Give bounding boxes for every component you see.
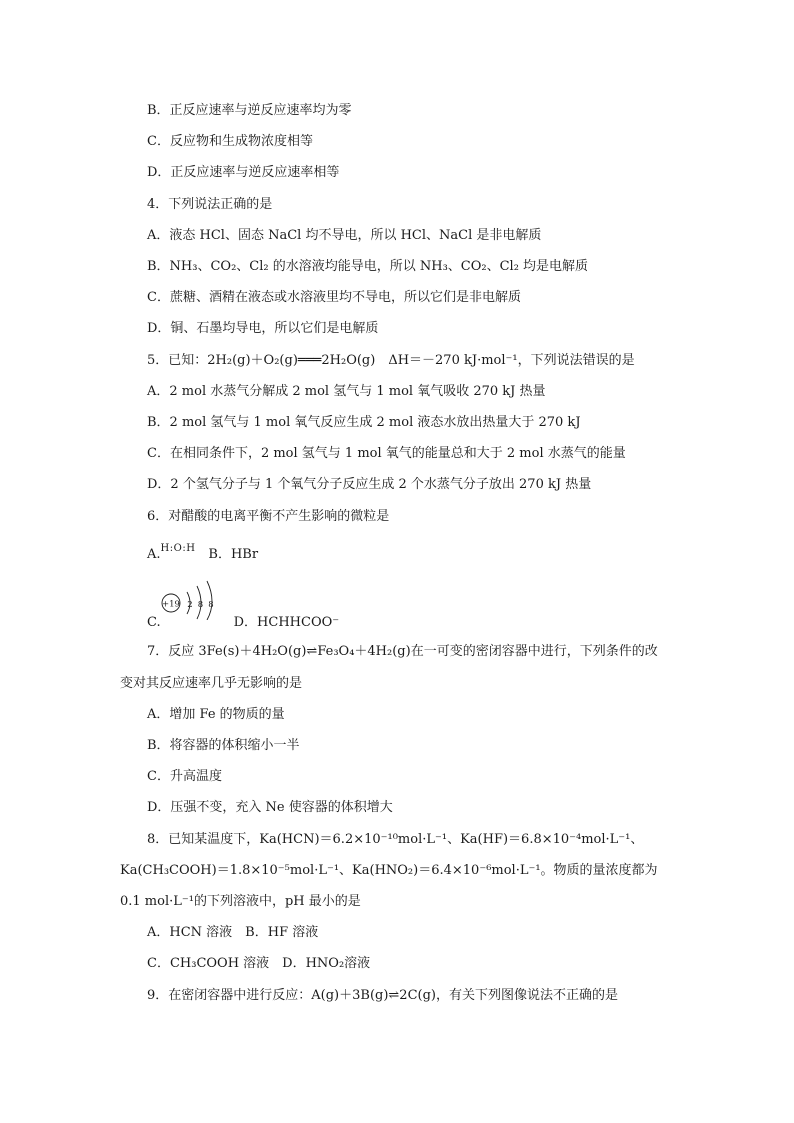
q9-stem: 9．在密闭容器中进行反应：A(g)＋3B(g)⇌2C(g)，有关下列图像说法不正确的是 bbox=[147, 988, 618, 1003]
q7-option-a: A．增加 Fe 的物质的量 bbox=[147, 707, 285, 722]
q7-stem-line1: 7．反应 3Fe(s)＋4H₂O(g)⇌Fe₃O₄＋4H₂(g)在一可变的密闭容器中进行，下列条件的改 bbox=[147, 644, 658, 659]
q8-stem-line1: 8．已知某温度下，Ka(HCN)＝6.2×10⁻¹⁰mol·L⁻¹、Ka(HF)＝6.8×10⁻⁴mol·L⁻¹、 bbox=[147, 832, 644, 847]
q3-option-b: B．正反应速率与逆反应速率均为零 bbox=[147, 103, 352, 118]
q6-option-b: B．HBr bbox=[195, 547, 259, 562]
q4-stem: 4．下列说法正确的是 bbox=[147, 197, 273, 212]
q5-option-b: B．2 mol 氢气与 1 mol 氧气反应生成 2 mol 液态水放出热量大于 270 kJ bbox=[147, 415, 581, 430]
q7-option-d: D．压强不变，充入 Ne 使容器的体积增大 bbox=[147, 800, 393, 815]
q7-option-b: B．将容器的体积缩小一半 bbox=[147, 738, 300, 753]
q6-stem: 6．对醋酸的电离平衡不产生影响的微粒是 bbox=[147, 509, 390, 524]
q4-option-d: D．铜、石墨均导电，所以它们是电解质 bbox=[147, 321, 379, 336]
q5-option-d: D．2 个氢气分子与 1 个氧气分子反应生成 2 个水蒸气分子放出 270 kJ 热量 bbox=[147, 477, 592, 492]
q6-options-cd bbox=[147, 614, 339, 632]
q6-option-d: D．HCHHCOO⁻ bbox=[220, 615, 340, 630]
q5-option-a: A．2 mol 水蒸气分解成 2 mol 氢气与 1 mol 氧气吸收 270 kJ 热量 bbox=[147, 384, 546, 399]
q3-option-c: C．反应物和生成物浓度相等 bbox=[147, 134, 313, 149]
q4-option-c: C．蔗糖、酒精在液态或水溶液里均不导电，所以它们是非电解质 bbox=[147, 290, 521, 305]
q6-options-ab bbox=[147, 543, 259, 565]
q7-stem-line2: 变对其反应速率几乎无影响的是 bbox=[120, 676, 303, 691]
q8-stem-line2: Ka(CH₃COOH)＝1.8×10⁻⁵mol·L⁻¹、Ka(HNO₂)＝6.4×10⁻⁶mol·L⁻¹。物质的量浓度都为 bbox=[120, 863, 658, 878]
shell-count-2: 8 bbox=[197, 600, 204, 610]
q3-option-d: D．正反应速率与逆反应速率相等 bbox=[147, 165, 340, 180]
q8-options-ab: A．HCN 溶液 B．HF 溶液 bbox=[147, 925, 319, 940]
shell-count-3: 8 bbox=[208, 600, 214, 610]
q6-option-a-formula: H:O:H bbox=[160, 543, 196, 554]
q5-stem: 5．已知：2H₂(g)＋O₂(g)═══2H₂O(g) ΔH＝－270 kJ·mol⁻¹，下列说法错误的是 bbox=[147, 353, 635, 368]
q6-option-a-label: A. bbox=[147, 547, 161, 562]
shell-count-1: 2 bbox=[187, 600, 193, 610]
q6-option-c-label: C. bbox=[147, 615, 161, 630]
q5-option-c: C．在相同条件下，2 mol 氢气与 1 mol 氧气的能量总和大于 2 mol 水蒸气的能量 bbox=[147, 446, 626, 461]
q7-option-c: C．升高温度 bbox=[147, 769, 222, 784]
q8-options-cd: C．CH₃COOH 溶液 D．HNO₂溶液 bbox=[147, 956, 371, 971]
q8-stem-line3: 0.1 mol·L⁻¹的下列溶液中，pH 最小的是 bbox=[120, 894, 361, 909]
q4-option-b: B．NH₃、CO₂、Cl₂ 的水溶液均能导电，所以 NH₃、CO₂、Cl₂ 均是电解质 bbox=[147, 259, 589, 274]
nucleus-charge: +19 bbox=[162, 599, 180, 610]
q4-option-a: A．液态 HCl、固态 NaCl 均不导电，所以 HCl、NaCl 是非电解质 bbox=[147, 228, 542, 243]
